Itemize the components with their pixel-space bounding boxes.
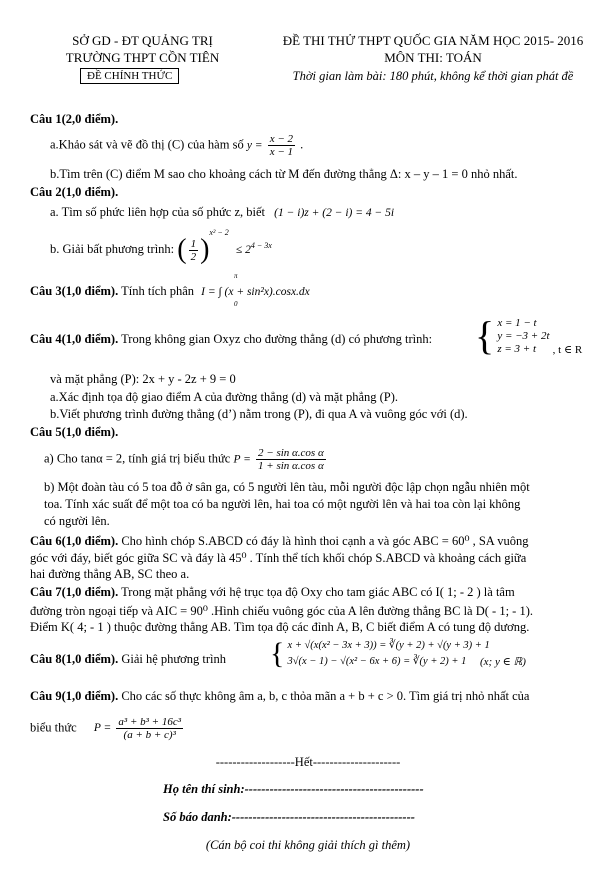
- subject: MÔN THI: TOÁN: [384, 50, 482, 65]
- q6-line2: góc với đáy, biết góc giữa SC và đáy là 45⁰ . Tính thể tích khối chóp S.ABCD và khoảng cách giữa: [30, 551, 527, 565]
- q3: Câu 3(1,0 điểm). Tính tích phân I = ∫ (x + sin²x).cosx.dx: [30, 284, 310, 298]
- q5-title: Câu 5(1,0 điểm).: [30, 425, 119, 439]
- department-name: SỞ GD - ĐT QUẢNG TRỊ: [72, 33, 213, 48]
- q3-integral: I = ∫ (x + sin²x).cosx.dx: [201, 286, 310, 298]
- q4-b: b.Viết phương trình đường thẳng (d’) nằm trong (P), đi qua A và vuông góc với (d).: [50, 407, 468, 421]
- candidate-name: Họ tên thí sinh:-------------------------------------------: [163, 782, 424, 796]
- q4-intro: Câu 4(1,0 điểm). Trong không gian Oxyz cho đường thẳng (d) có phương trình:: [30, 332, 433, 346]
- q5-b-line3: có người lên.: [44, 514, 110, 528]
- q2-a: a. Tìm số phức liên hợp của số phức z, biết (1 − i)z + (2 − i) = 4 − 5i: [50, 205, 395, 219]
- q2-b: b. Giải bất phương trình: ( $\frac{1}{2}$ )$^{x^2 - 2} \le 2^{4 - 3x}$: [50, 228, 272, 266]
- q1-a-fraction: $\frac{x - 2}{x - 1}$: [269, 133, 294, 158]
- q9-line1: Câu 9(1,0 điểm). Cho các số thực không âm a, b, c thỏa mãn a + b + c > 0. Tìm giá trị nhỏ nhất của: [30, 689, 530, 703]
- q3-upper-limit: π: [234, 272, 238, 280]
- q6-line1: Câu 6(1,0 điểm). Cho hình chóp S.ABCD có đáy là hình thoi cạnh a và góc ABC = 60⁰ , SA vuông: [30, 534, 529, 548]
- end-marker: -------------------Hết---------------------: [215, 755, 401, 769]
- q1-a-lhs: y =: [246, 139, 263, 152]
- exam-title: ĐỀ THI THỬ THPT QUỐC GIA NĂM HỌC 2015- 2016: [282, 33, 584, 48]
- q3-lower-limit: 0: [234, 300, 238, 308]
- q7-line1: Câu 7(1,0 điểm). Trong mặt phẳng với hệ trục tọa độ Oxy cho tam giác ABC có I( 1; - 2 ) là tâm: [30, 585, 515, 599]
- q2-title: Câu 2(1,0 điểm).: [30, 185, 119, 199]
- candidate-number: Số báo danh:--------------------------------------------: [163, 810, 415, 824]
- q2-a-math: (1 − i)z + (2 − i) = 4 − 5i: [274, 207, 395, 219]
- q4-system: { x = 1 − t y = −3 + 2t z = 3 + t , t ∈ R: [475, 313, 583, 358]
- q1-a: a.Khảo sát và vẽ đồ thị (C) của hàm số y = $\frac{x - 2}{x - 1}$ .: [50, 133, 304, 158]
- q1-b: b.Tìm trên (C) điểm M sao cho khoảng cách từ M đến đường thẳng Δ: x – y – 1 = 0 nhỏ nhất.: [50, 167, 518, 181]
- q8-condition: (x; y ∈ ℝ): [480, 656, 526, 668]
- q1-a-text: a.Khảo sát và vẽ đồ thị (C) của hàm số: [50, 137, 244, 152]
- q5-b-line1: b) Một đoàn tàu có 5 toa đỗ ở sân ga, có 5 người lên tàu, mỗi người độc lập chọn ngẫu nhiên một: [44, 480, 530, 494]
- q9-line2: biểu thức P = $\frac{\text{a³ + b³ + 16c³}}{\text{(a + b + c)³}}$: [30, 716, 182, 741]
- q8-intro: Câu 8(1,0 điểm). Giải hệ phương trình: [30, 652, 227, 666]
- q4-plane: và mặt phẳng (P): 2x + y - 2z + 9 = 0: [50, 372, 236, 386]
- q7-line3: Điểm K( 4; - 1 ) thuộc đường thẳng AB. Tìm tọa độ các đỉnh A, B, C biết điểm A có tung độ dương.: [30, 620, 530, 634]
- school-name: TRƯỜNG THPT CỒN TIÊN: [65, 50, 220, 65]
- proctor-note: (Cán bộ coi thi không giải thích gì thêm): [205, 838, 411, 852]
- q6-line3: hai đường thẳng AB, SC theo a.: [30, 567, 190, 581]
- q5-b-line2: toa. Tính xác suất để một toa có ba người lên, hai toa có một người lên và hai toa còn lại không: [44, 497, 521, 511]
- q8-system: { x + √(x(x² − 3x + 3)) = ∛(y + 2) + √(y + 3) + 1 3√(x − 1) − √(x² − 6x + 6) = ∛(y + 2) + 1: [270, 637, 490, 670]
- official-stamp: ĐỀ CHÍNH THỨC: [80, 68, 179, 84]
- time-note: Thời gian làm bài: 180 phút, không kể thời gian phát đề: [292, 69, 574, 83]
- q5-a: a) Cho tanα = 2, tính giá trị biểu thức P = $\frac{\text{2 − sin α.cos α}}{\text{1 + sin α.cos α}}$: [44, 447, 324, 472]
- q1-title: Câu 1(2,0 điểm).: [30, 112, 119, 126]
- q7-line2: đường tròn ngoại tiếp và AIC = 90⁰ .Hình chiếu vuông góc của A lên đường thẳng BC là D( - 1; - 1).: [30, 604, 533, 618]
- q4-a: a.Xác định tọa độ giao điểm A của đường thẳng (d) và mặt phẳng (P).: [50, 390, 399, 404]
